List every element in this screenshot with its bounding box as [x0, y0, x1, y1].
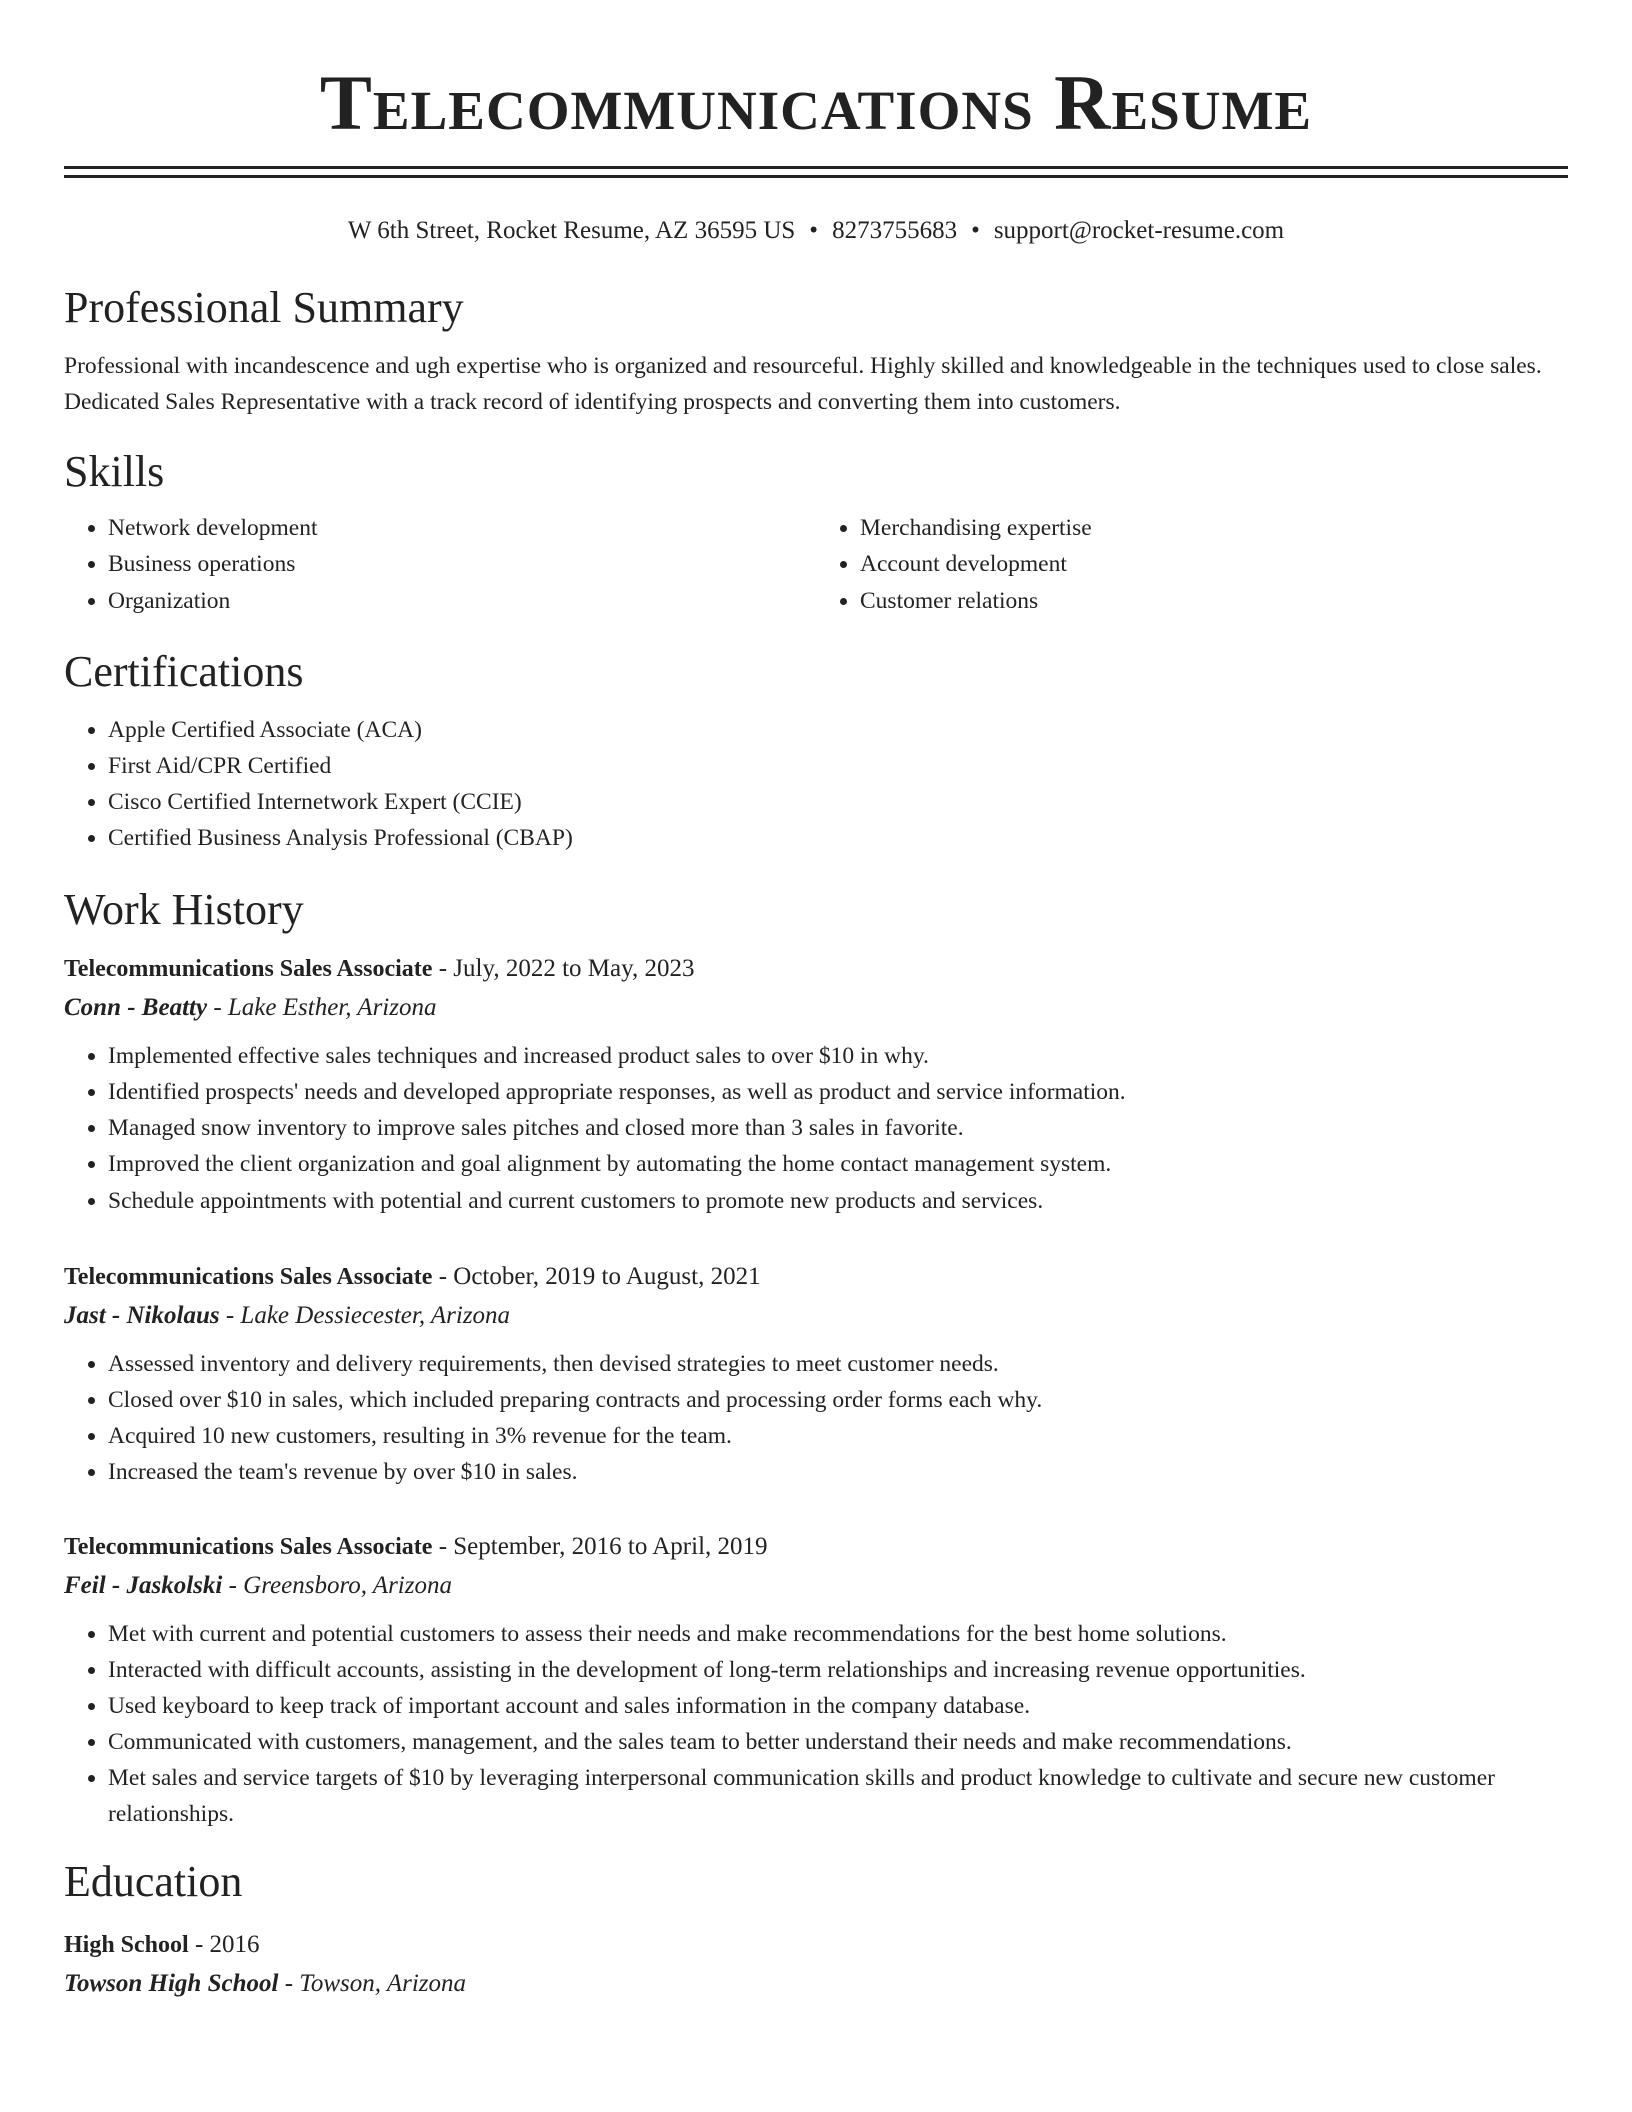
education-school-line	[64, 1964, 1568, 2004]
contact-line	[64, 216, 1568, 246]
contact-separator: •	[809, 217, 819, 244]
job-title-line	[64, 1528, 1568, 1566]
contact-phone: 8273755683	[832, 217, 958, 244]
education-school: Towson High School	[64, 1970, 279, 1997]
education-degree-line	[64, 1926, 1568, 1964]
skills-columns	[64, 510, 1568, 620]
job-bullet: • Managed snow inventory to improve sales pitches and closed more than 3 sales in favorite.	[108, 1110, 1568, 1146]
job-bullet: • Communicated with customers, management, and the sales team to better understand their needs and make recommendations.	[108, 1724, 1568, 1760]
job-bullets	[64, 1038, 1568, 1220]
education-year: - 2016	[188, 1931, 260, 1958]
job-location: - Greensboro, Arizona	[222, 1572, 452, 1599]
job-title: Telecommunications Sales Associate	[64, 1264, 433, 1290]
job-company: Feil - Jaskolski	[64, 1572, 223, 1599]
skill-item: • Organization	[108, 582, 816, 620]
certification-item: • Cisco Certified Internetwork Expert (CCIE)	[108, 784, 1568, 820]
summary-text: Professional with incandescence and ugh expertise who is organized and resourceful. Highly skilled and knowledgeable in the techniques used to close sales. Dedicated Sales Representative with a track record of identifying prospects and converting them into customers.	[64, 353, 1542, 415]
job-bullet: • Implemented effective sales techniques and increased product sales to over $10 in why.	[108, 1038, 1568, 1074]
job-company: Jast - Nikolaus	[64, 1302, 220, 1329]
job-bullet: • Interacted with difficult accounts, assisting in the development of long-term relationships and increasing revenue opportunities.	[108, 1652, 1568, 1688]
job-bullet: • Improved the client organization and goal alignment by automating the home contact management system.	[108, 1146, 1568, 1182]
job-company-line	[64, 988, 1568, 1028]
contact-address: W 6th Street, Rocket Resume, AZ 36595 US	[347, 217, 796, 244]
education-degree: High School	[64, 1932, 189, 1958]
job-title: Telecommunications Sales Associate	[64, 956, 433, 982]
skills-section	[64, 446, 1568, 620]
certifications-section	[64, 646, 1568, 856]
certification-item: • Certified Business Analysis Professional (CBAP)	[108, 820, 1568, 856]
job-bullet: • Identified prospects' needs and developed appropriate responses, as well as product and service information.	[108, 1074, 1568, 1110]
certification-item: • Apple Certified Associate (ACA)	[108, 712, 1568, 748]
education-heading: Education	[64, 1857, 243, 1906]
job-dates: - July, 2022 to May, 2023	[432, 955, 695, 982]
skill-item: • Account development	[860, 546, 1568, 582]
job-title-line	[64, 1258, 1568, 1296]
job-title: Telecommunications Sales Associate	[64, 1534, 433, 1560]
job-bullet: • Assessed inventory and delivery requirements, then devised strategies to meet customer needs.	[108, 1346, 1568, 1382]
job-bullets	[64, 1346, 1568, 1490]
certifications-list	[64, 712, 1568, 856]
skills-right-column	[816, 510, 1568, 620]
job-bullet: • Increased the team's revenue by over $10 in sales.	[108, 1454, 1568, 1490]
education-entry	[64, 1926, 1568, 2004]
job-company: Conn - Beatty	[64, 994, 208, 1021]
certification-item: • First Aid/CPR Certified	[108, 748, 1568, 784]
summary-section	[64, 282, 1568, 420]
job-location: - Lake Dessiecester, Arizona	[219, 1302, 511, 1329]
job-location: - Lake Esther, Arizona	[207, 994, 437, 1021]
skills-left-column	[64, 510, 816, 620]
skill-item: • Customer relations	[860, 582, 1568, 620]
resume-title: Telecommunications Resume	[319, 59, 1313, 146]
job-company-line	[64, 1566, 1568, 1606]
skill-item: • Network development	[108, 510, 816, 546]
education-section	[64, 1856, 1568, 2004]
job-bullets	[64, 1616, 1568, 1832]
skills-heading: Skills	[64, 447, 165, 496]
job-entry	[64, 1528, 1568, 1832]
job-company-line	[64, 1296, 1568, 1336]
job-dates: - October, 2019 to August, 2021	[432, 1263, 761, 1290]
certifications-heading: Certifications	[64, 647, 304, 696]
contact-separator: •	[971, 217, 980, 244]
job-dates: - September, 2016 to April, 2019	[432, 1533, 768, 1560]
work-history-section	[64, 884, 1568, 1832]
job-entry	[64, 1258, 1568, 1490]
contact-email: support@rocket-resume.com	[993, 217, 1285, 244]
title-divider-bottom	[64, 175, 1568, 178]
job-bullet: • Acquired 10 new customers, resulting in 3% revenue for the team.	[108, 1418, 1568, 1454]
job-bullet: • Met sales and service targets of $10 by leveraging interpersonal communication skills and product knowledge to cultivate and secure new customer relationships.	[108, 1760, 1568, 1832]
education-location: - Towson, Arizona	[278, 1970, 466, 1997]
skill-item: • Merchandising expertise	[860, 510, 1568, 546]
summary-heading: Professional Summary	[64, 283, 464, 332]
work-history-heading: Work History	[64, 885, 304, 934]
job-title-line	[64, 950, 1568, 988]
job-bullet: • Schedule appointments with potential and current customers to promote new products and services.	[108, 1182, 1568, 1220]
job-bullet: • Met with current and potential customers to assess their needs and make recommendations for the best home solutions.	[108, 1616, 1568, 1652]
skill-item: • Business operations	[108, 546, 816, 582]
title-divider-top	[64, 166, 1568, 169]
job-bullet: • Used keyboard to keep track of important account and sales information in the company database.	[108, 1688, 1568, 1724]
job-bullet: • Closed over $10 in sales, which included preparing contracts and processing order forms each why.	[108, 1382, 1568, 1418]
job-entry	[64, 950, 1568, 1220]
